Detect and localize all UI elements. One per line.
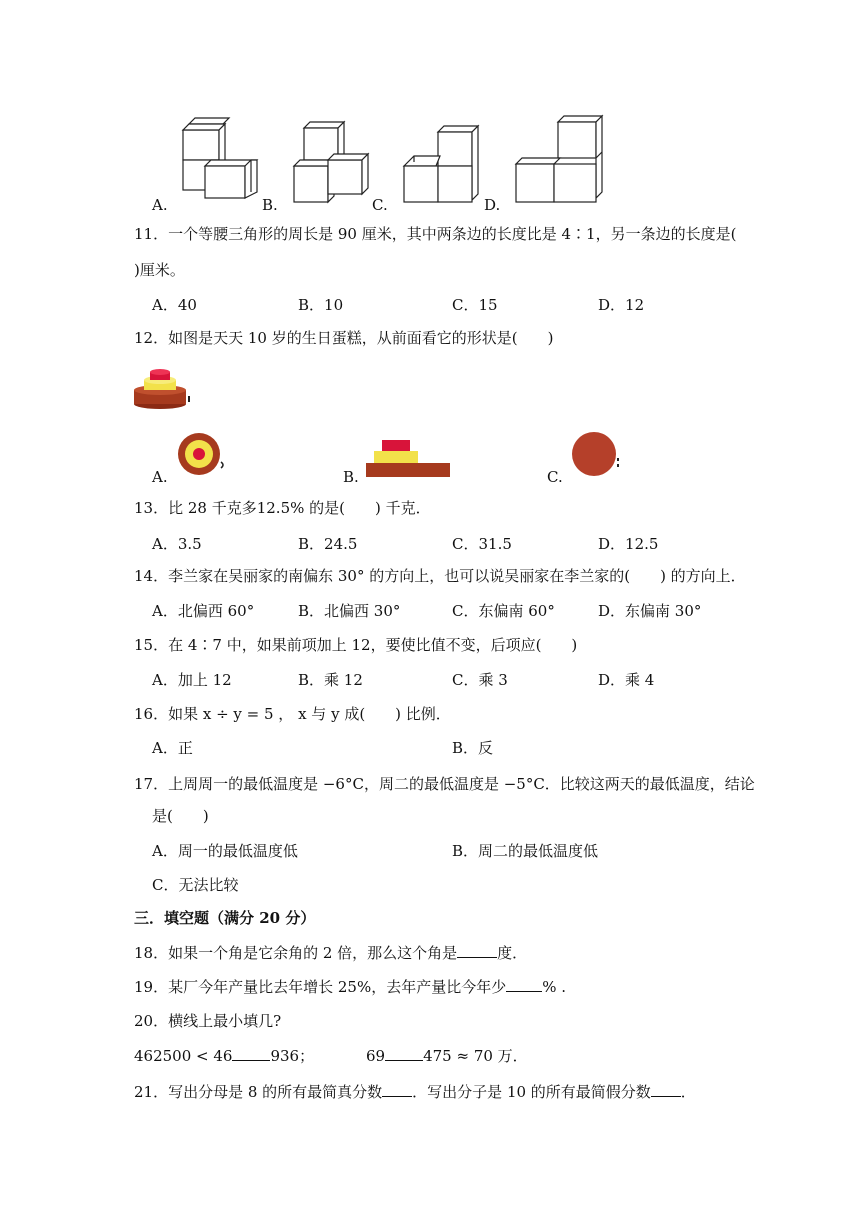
q11-option-c: C．15 bbox=[452, 296, 498, 314]
q11-text-line1: 11．一个等腰三角形的周长是 90 厘米，其中两条边的长度比是 4∶1，另一条边的长度是( bbox=[134, 225, 737, 243]
q19-text bbox=[134, 977, 566, 997]
q18-answer-blank[interactable] bbox=[457, 943, 497, 958]
q11-option-b: B．10 bbox=[298, 296, 344, 314]
cube-figure-a bbox=[175, 118, 265, 208]
cube-figure-b bbox=[288, 120, 373, 210]
q12-option-a-label: A. bbox=[152, 468, 168, 486]
q18-text-before: 18．如果一个角是它余角的 2 倍，那么这个角是 bbox=[134, 944, 458, 962]
q12-option-a-figure bbox=[176, 432, 228, 478]
q17-text-line1: 17．上周周一的最低温度是 −6°C，周二的最低温度是 −5°C．比较这两天的最低温度，结论 bbox=[134, 775, 755, 793]
q20-right-expression bbox=[366, 1046, 528, 1066]
q14-option-d: D．东偏南 30° bbox=[598, 602, 702, 620]
q21-second-blank[interactable] bbox=[651, 1082, 681, 1097]
q21-text-after: ． bbox=[680, 1083, 696, 1101]
q10-option-a-label: A. bbox=[152, 196, 168, 214]
q12-option-c-figure bbox=[571, 432, 623, 478]
q21-first-blank[interactable] bbox=[382, 1082, 412, 1097]
q15-option-b: B．乘 12 bbox=[298, 671, 363, 689]
q19-text-after: % . bbox=[542, 978, 566, 996]
q12-text: 12．如图是天天 10 岁的生日蛋糕，从前面看它的形状是( ) bbox=[134, 329, 554, 347]
q20-left-after: 936； bbox=[270, 1047, 315, 1065]
q15-option-d: D．乘 4 bbox=[598, 671, 655, 689]
q17-text-line2: 是( ) bbox=[152, 807, 209, 825]
q20-left-before: 462500 < 46 bbox=[134, 1047, 233, 1065]
q19-text-before: 19．某厂今年产量比去年增长 25%，去年产量比今年少 bbox=[134, 978, 507, 996]
q20-right-after: 475 ≈ 70 万． bbox=[423, 1047, 528, 1065]
q12-option-c-label: C. bbox=[547, 468, 563, 486]
q13-option-c: C．31.5 bbox=[452, 535, 512, 553]
q13-option-b: B．24.5 bbox=[298, 535, 358, 553]
q18-text bbox=[134, 943, 527, 963]
q10-option-d-label: D. bbox=[484, 196, 501, 214]
q20-right-before: 69 bbox=[366, 1047, 386, 1065]
q17-option-a: A．周一的最低温度低 bbox=[152, 842, 298, 860]
q13-option-a: A．3.5 bbox=[152, 535, 202, 553]
q14-text: 14．李兰家在吴丽家的南偏东 30° 的方向上，也可以说吴丽家在李兰家的( ) 的方向上． bbox=[134, 567, 746, 585]
q20-text: 20．横线上最小填几? bbox=[134, 1012, 282, 1030]
q16-option-a: A．正 bbox=[152, 739, 193, 757]
q15-text: 15．在 4∶7 中，如果前项加上 12，要使比值不变，后项应( ) bbox=[134, 636, 578, 654]
q20-left-blank[interactable] bbox=[232, 1046, 270, 1061]
q20-right-blank[interactable] bbox=[385, 1046, 423, 1061]
section-3-title: 三．填空题（满分 20 分） bbox=[134, 909, 316, 927]
q11-text-line2: )厘米。 bbox=[134, 261, 185, 279]
q16-text: 16．如果 x ÷ y = 5 ， x 与 y 成( ) 比例． bbox=[134, 705, 451, 723]
q14-option-b: B．北偏西 30° bbox=[298, 602, 401, 620]
q15-option-c: C．乘 3 bbox=[452, 671, 508, 689]
q14-option-c: C．东偏南 60° bbox=[452, 602, 555, 620]
q10-option-c-label: C. bbox=[372, 196, 388, 214]
q17-option-b: B．周二的最低温度低 bbox=[452, 842, 599, 860]
q21-text-before: 21．写出分母是 8 的所有最简真分数 bbox=[134, 1083, 383, 1101]
q21-text bbox=[134, 1082, 696, 1102]
q13-text: 13．比 28 千克多12.5% 的是( ) 千克． bbox=[134, 499, 431, 517]
q20-left-expression bbox=[134, 1046, 314, 1066]
q11-option-d: D．12 bbox=[598, 296, 645, 314]
q16-option-b: B．反 bbox=[452, 739, 494, 757]
cake-figure bbox=[132, 368, 192, 410]
q12-option-b-figure bbox=[366, 440, 452, 478]
q10-option-b-label: B. bbox=[262, 196, 278, 214]
q19-answer-blank[interactable] bbox=[506, 977, 542, 992]
cube-figure-c bbox=[400, 122, 485, 210]
q13-option-d: D．12.5 bbox=[598, 535, 659, 553]
q17-option-c: C．无法比较 bbox=[152, 876, 239, 894]
q21-text-middle: ．写出分子是 10 的所有最简假分数 bbox=[412, 1083, 651, 1101]
q11-option-a: A．40 bbox=[152, 296, 197, 314]
q12-option-b-label: B. bbox=[343, 468, 359, 486]
q15-option-a: A．加上 12 bbox=[152, 671, 232, 689]
q18-text-after: 度． bbox=[497, 944, 528, 962]
q14-option-a: A．北偏西 60° bbox=[152, 602, 255, 620]
cube-figure-d bbox=[512, 112, 607, 210]
